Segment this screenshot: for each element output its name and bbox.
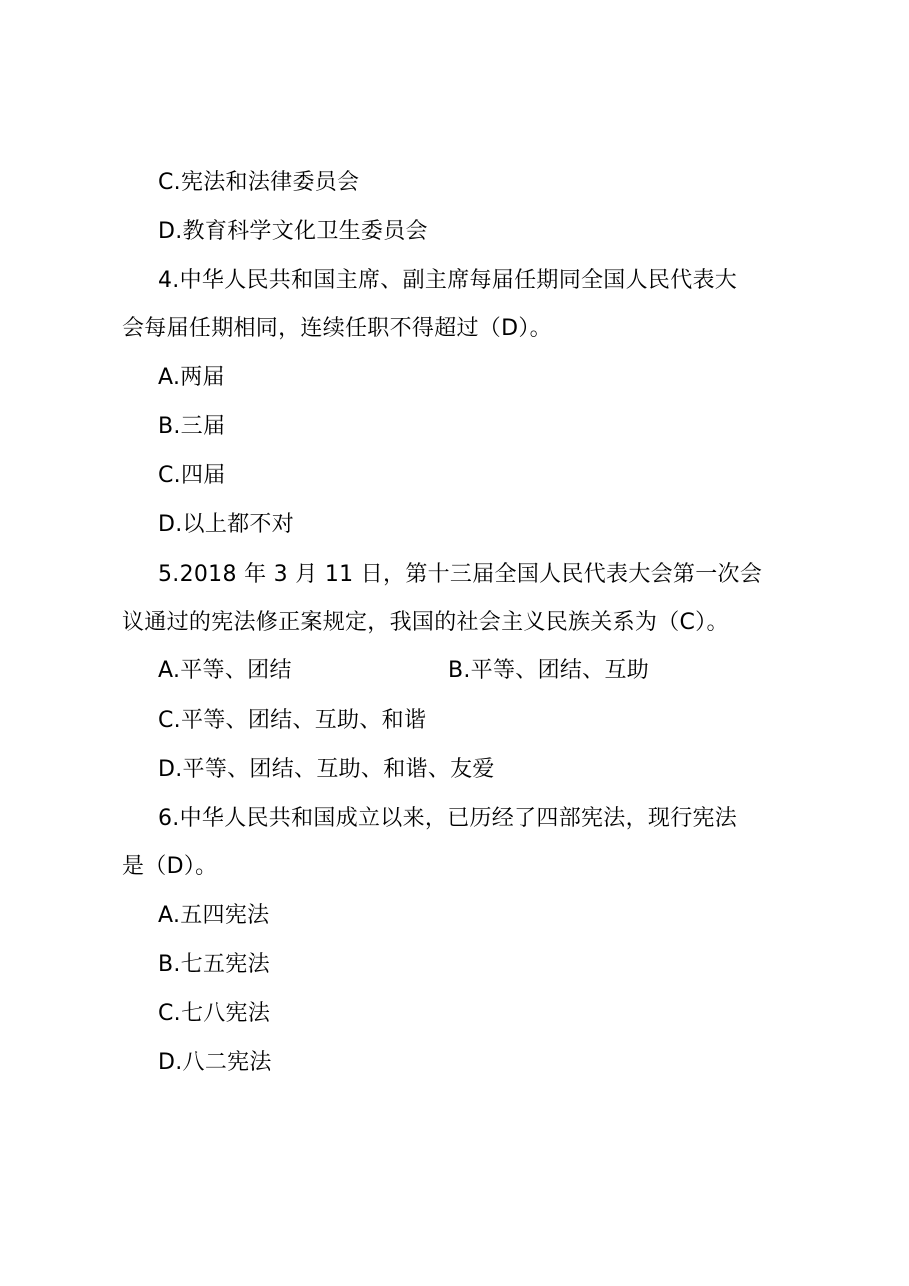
q6-option-c: C.七八宪法 [158,1001,271,1026]
q3-option-c: C.宪法和法律委员会 [158,170,360,195]
q3-option-d: D.教育科学文化卫生委员会 [158,219,428,244]
q5-option-b: B.平等、团结、互助 [448,658,650,683]
q6-question-line-1: 6.中华人民共和国成立以来，已历经了四部宪法，现行宪法 [158,806,738,831]
q6-option-d: D.八二宪法 [158,1050,272,1075]
q5-option-a: A.平等、团结 [158,658,292,683]
q4-option-a: A.两届 [158,365,225,390]
q4-question-line-1: 4.中华人民共和国主席、副主席每届任期同全国人民代表大 [158,268,738,293]
q6-question-line-2: 是（D）。 [122,854,218,879]
q5-option-d: D.平等、团结、互助、和谐、友爱 [158,757,495,782]
q5-question-line-2: 议通过的宪法修正案规定，我国的社会主义民族关系为（C）。 [122,610,729,635]
q4-option-c: C.四届 [158,463,226,488]
q4-option-b: B.三届 [158,414,226,439]
q5-question-line-1: 5.2018 年 3 月 11 日，第十三届全国人民代表大会第一次会 [158,562,763,587]
q5-option-c: C.平等、团结、互助、和谐 [158,708,427,733]
q4-option-d: D.以上都不对 [158,512,295,537]
q6-option-b: B.七五宪法 [158,952,270,977]
q4-question-line-2: 会每届任期相同，连续任职不得超过（D）。 [122,316,552,341]
q6-option-a: A.五四宪法 [158,903,270,928]
